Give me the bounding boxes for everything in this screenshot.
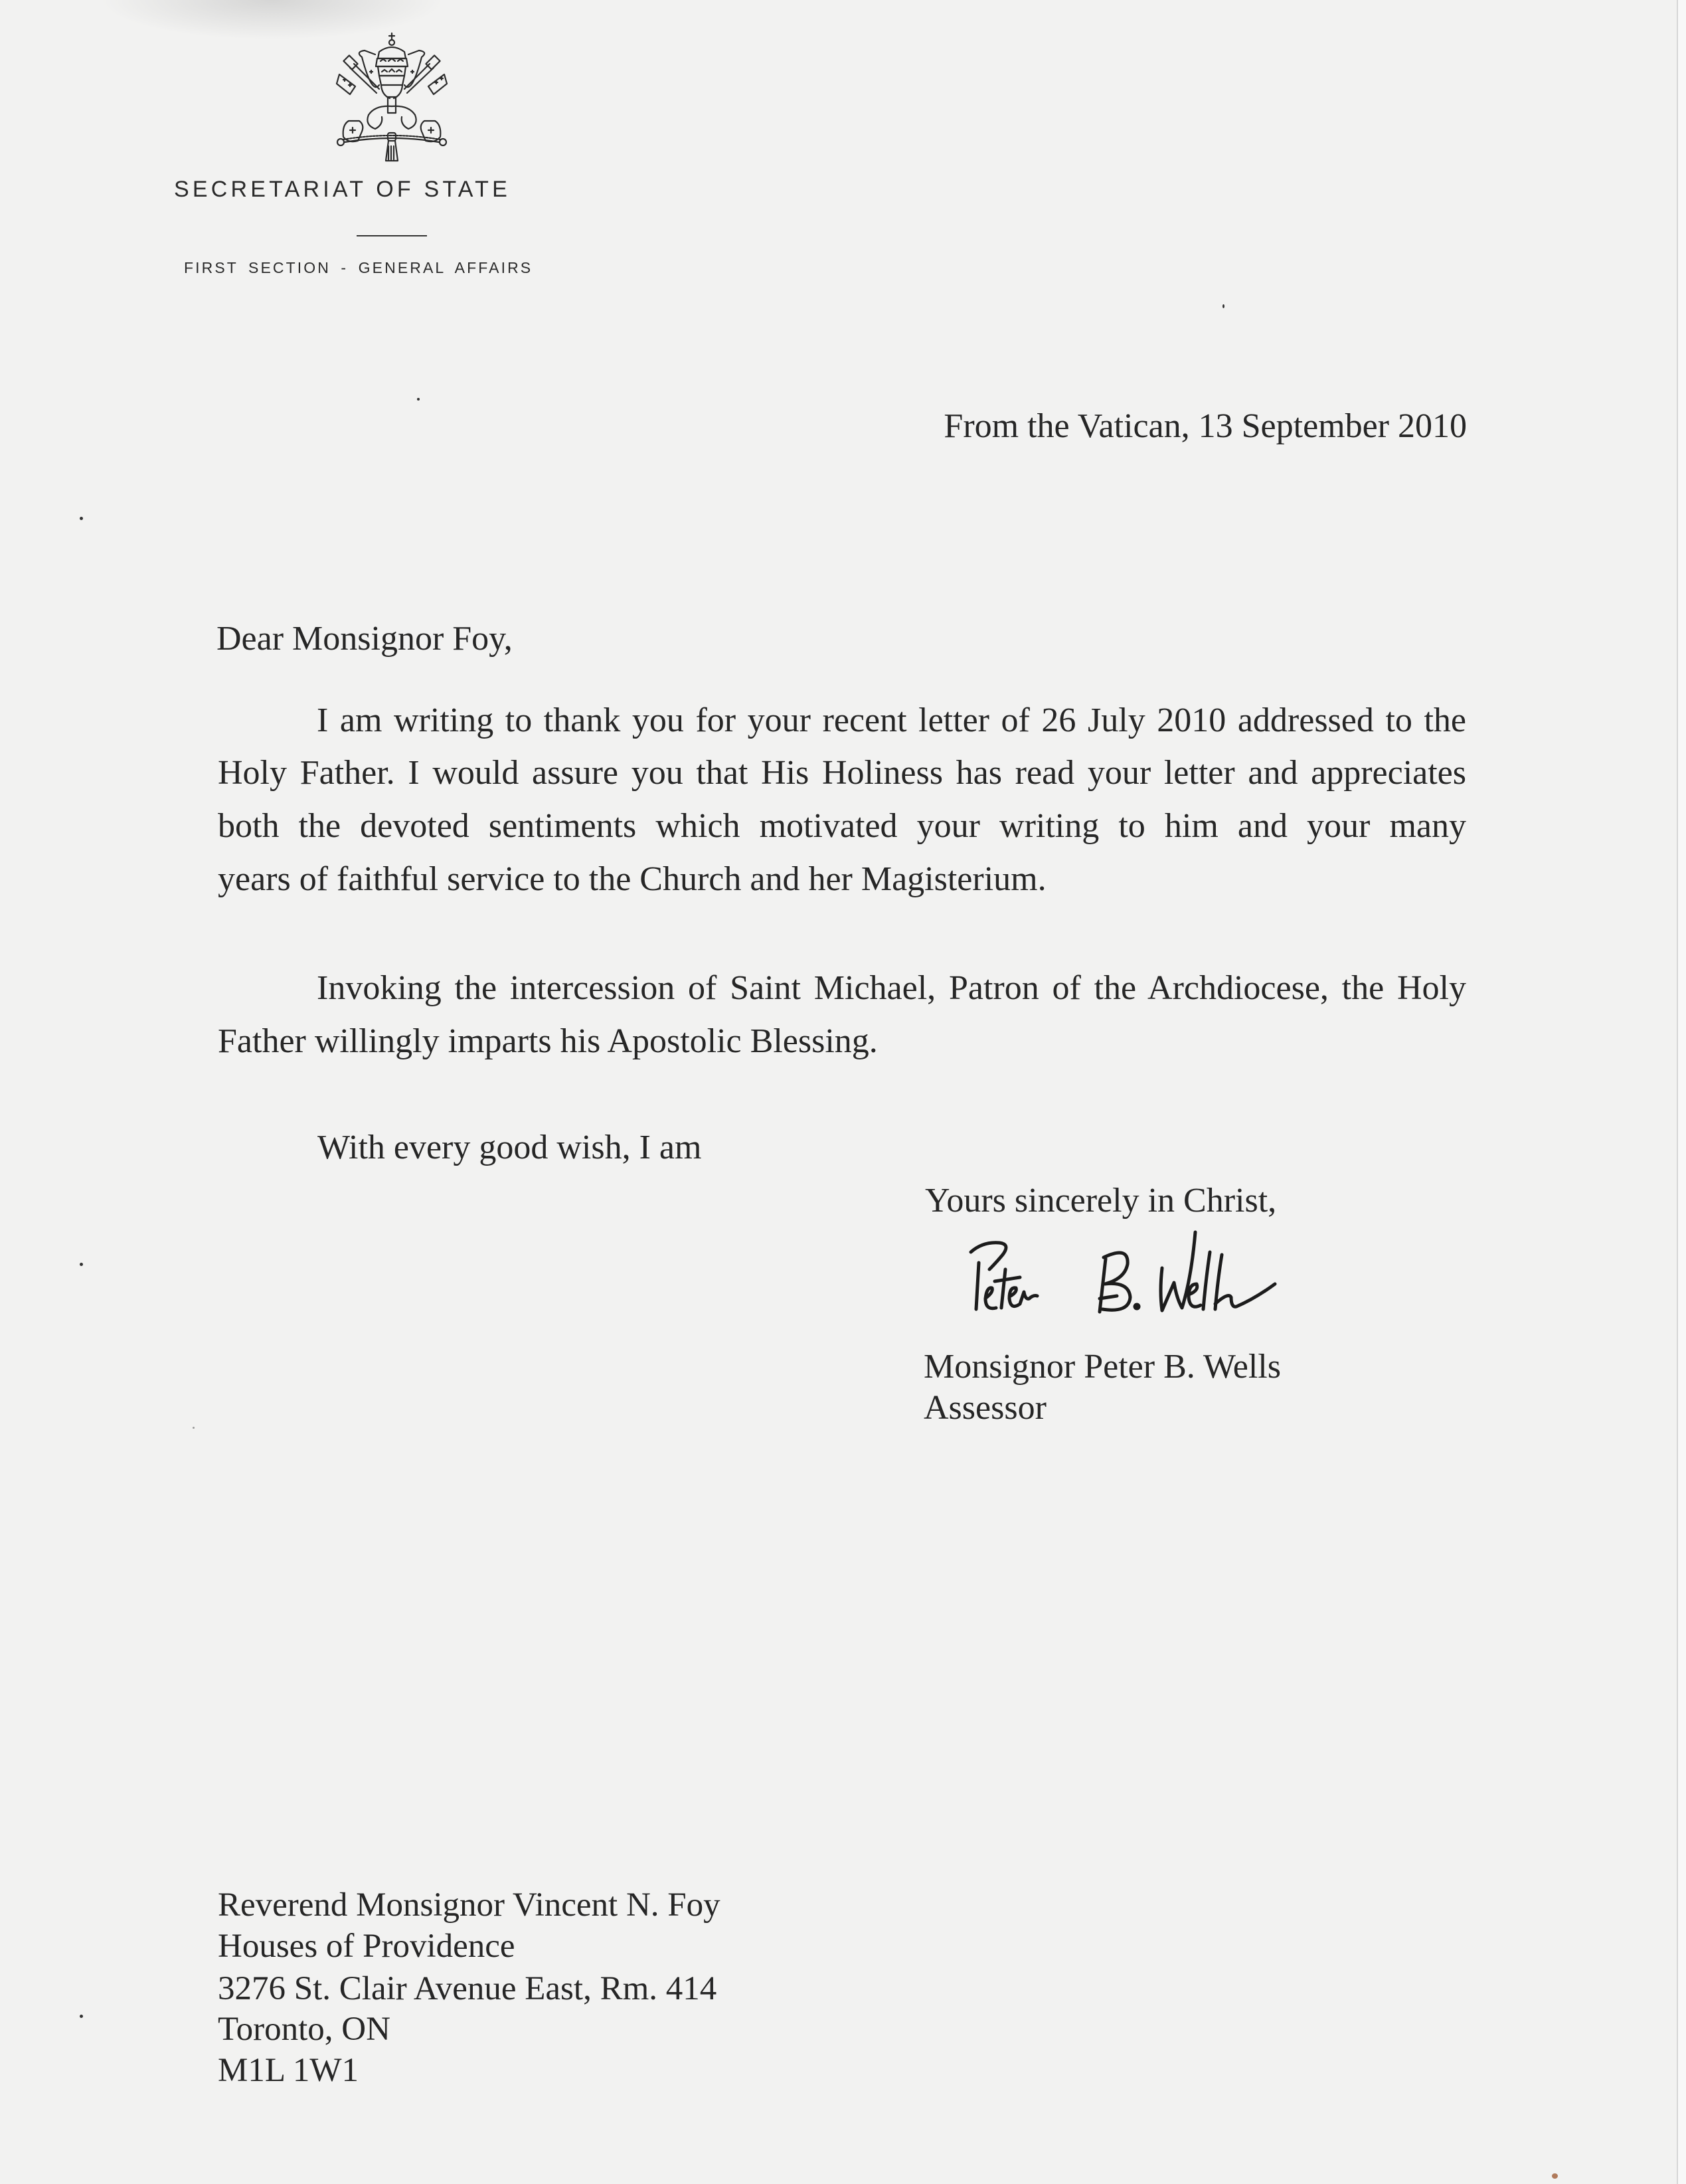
paragraph-1-line: I am writing to thank you for your recent letter of 26 July 2010 addressed to the (317, 701, 1466, 739)
letterhead-subtitle: FIRST SECTION - GENERAL AFFAIRS (184, 259, 533, 276)
paragraph-1-line: Holy Father. I would assure you that His Holiness has read your letter and appreciates (218, 754, 1466, 792)
paper-edge (1677, 0, 1686, 2184)
valediction: Yours sincerely in Christ, (925, 1182, 1277, 1220)
scan-speck (1222, 304, 1224, 308)
closing-line: With every good wish, I am (317, 1129, 702, 1166)
letterhead-title: SECRETARIAT OF STATE (174, 177, 511, 202)
paragraph-1-line: years of faithful service to the Church and her Magisterium. (218, 860, 1047, 898)
scan-speck (417, 398, 420, 401)
recipient-address-line: M1L 1W1 (218, 2052, 359, 2089)
paragraph-2-line: Father willingly imparts his Apostolic Blessing. (218, 1022, 878, 1060)
scan-speck (1552, 2173, 1558, 2179)
signer-title: Assessor (924, 1389, 1047, 1427)
recipient-address-line: 3276 St. Clair Avenue East, Rm. 414 (218, 1970, 717, 2007)
paragraph-1-line: both the devoted sentiments which motivated your writing to him and your many (218, 807, 1466, 845)
date-line: From the Vatican, 13 September 2010 (944, 407, 1467, 445)
handwritten-signature (963, 1226, 1295, 1322)
salutation: Dear Monsignor Foy, (216, 620, 513, 658)
scan-speck (80, 517, 83, 520)
letterhead-divider (357, 235, 427, 236)
signer-name: Monsignor Peter B. Wells (924, 1348, 1281, 1386)
paragraph-2-line: Invoking the intercession of Saint Michael, Patron of the Archdiocese, the Holy (317, 969, 1466, 1007)
recipient-address-line: Toronto, ON (218, 2011, 390, 2048)
recipient-address-line: Reverend Monsignor Vincent N. Foy (218, 1886, 720, 1924)
scan-speck (80, 2015, 83, 2018)
scan-speck (193, 1427, 195, 1429)
papal-emblem-icon (335, 32, 448, 162)
recipient-address-line: Houses of Providence (218, 1928, 515, 1965)
scan-speck (80, 1263, 83, 1266)
